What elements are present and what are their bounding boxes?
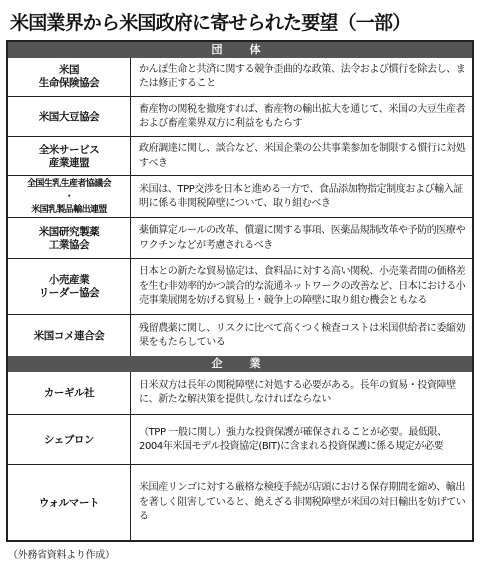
page-title: 米国業界から米国政府に寄せられた要望（一部） bbox=[10, 12, 411, 34]
table-row bbox=[8, 314, 472, 357]
table-row bbox=[8, 217, 472, 259]
row-description: 薬価算定ルールの改革、償還に関する事項、医薬品規制改革や予防的医療やワクチンなどが考慮されるべき bbox=[139, 225, 466, 251]
row-label bbox=[8, 137, 130, 176]
row-label bbox=[8, 315, 130, 357]
table-row bbox=[8, 175, 472, 218]
table-row bbox=[8, 372, 472, 414]
row-description: 日本との新たな貿易協定は、食料品に対する高い関税、小売業者間の価格差を生む非効率的かつ談合的な流通ネットワークの改善など、日本における小売事業展開を妨げる貿易上・競争上の障壁に取り組む機会ともなる bbox=[139, 266, 466, 307]
row-label-line: 米国 bbox=[58, 64, 80, 76]
row-description: 米国は、TPP交渉を日本と進める一方で、食品添加物指定制度および輸入証明に係る非関税障壁について、取り組むべき bbox=[139, 183, 463, 209]
row-label-line: 産業連盟 bbox=[48, 156, 90, 169]
row-description: かんぽ生命と共済に関する競争歪曲的な政策、法令および慣行を除去し、または修正すること bbox=[139, 63, 466, 89]
row-label-line: シェブロン bbox=[43, 433, 95, 446]
row-label bbox=[8, 465, 130, 541]
section-header-companies: 企 業 bbox=[8, 356, 472, 372]
table-row bbox=[8, 464, 472, 541]
row-description: 畜産物の関税を撤廃すれば、畜産物の輸出拡大を通じて、米国の大豆生産者および畜産業界双方に利益をもたらす bbox=[139, 103, 466, 129]
row-label-line: 米国大豆協会 bbox=[38, 110, 100, 123]
row-label bbox=[8, 176, 130, 218]
row-description: 政府調達に関し、談合など、米国企業の公共事業参加を制限する慣行に対処すべき bbox=[139, 143, 466, 169]
row-label-line: 米国コメ連合会 bbox=[33, 329, 105, 342]
row-label bbox=[8, 218, 130, 259]
row-label bbox=[8, 372, 130, 414]
row-label-line: 生命保険協会 bbox=[38, 77, 100, 89]
row-label-line: リーダー協会 bbox=[38, 287, 100, 299]
requests-table bbox=[6, 40, 474, 542]
row-label bbox=[8, 58, 130, 96]
table-row bbox=[8, 96, 472, 137]
row-label-line: 全国生乳生産者協議会 bbox=[26, 178, 111, 189]
table-row bbox=[8, 258, 472, 315]
row-description: （TPP 一般に関し）強力な投資保護が確保されることが必要。最低限、2004年米国モデル投資協定(BIT)に含まれる投資保護に係る規定が必要 bbox=[139, 426, 447, 452]
row-label-line: 小売産業 bbox=[48, 274, 90, 286]
row-label-line: ・ bbox=[64, 191, 74, 202]
table-row bbox=[8, 414, 472, 465]
row-label bbox=[8, 97, 130, 137]
row-label-line: カーギル社 bbox=[43, 386, 95, 399]
row-description: 残留農薬に関し、リスクに比べて高くつく検査コストは米国供給者に委縮効果をもたらしている bbox=[139, 322, 466, 348]
table-row bbox=[8, 136, 472, 176]
table-row bbox=[8, 58, 472, 96]
row-label-line: 工業協会 bbox=[48, 238, 90, 251]
row-description: 日米双方は長年の関税障壁に対処する必要がある。長年の貿易・投資障壁に、新たな解決策を提供しなければならない bbox=[139, 379, 456, 405]
row-label-line: ウォルマート bbox=[38, 496, 100, 509]
row-label-line: 全米サービス bbox=[38, 143, 100, 156]
row-description: 米国産リンゴに対する厳格な検疫手続が店頭における保存期間を縮め、輸出を著しく阻害していると、絶えざる非関税障壁が米国の対日輸出を妨げている bbox=[139, 482, 466, 523]
section-header-groups: 団 体 bbox=[8, 42, 472, 58]
row-label bbox=[8, 259, 130, 315]
row-label-line: 米国研究製薬 bbox=[38, 225, 100, 238]
source-note: （外務省資料より作成） bbox=[8, 550, 115, 561]
row-label bbox=[8, 415, 130, 465]
row-label-line: 米国乳製品輸出連盟 bbox=[31, 204, 107, 215]
